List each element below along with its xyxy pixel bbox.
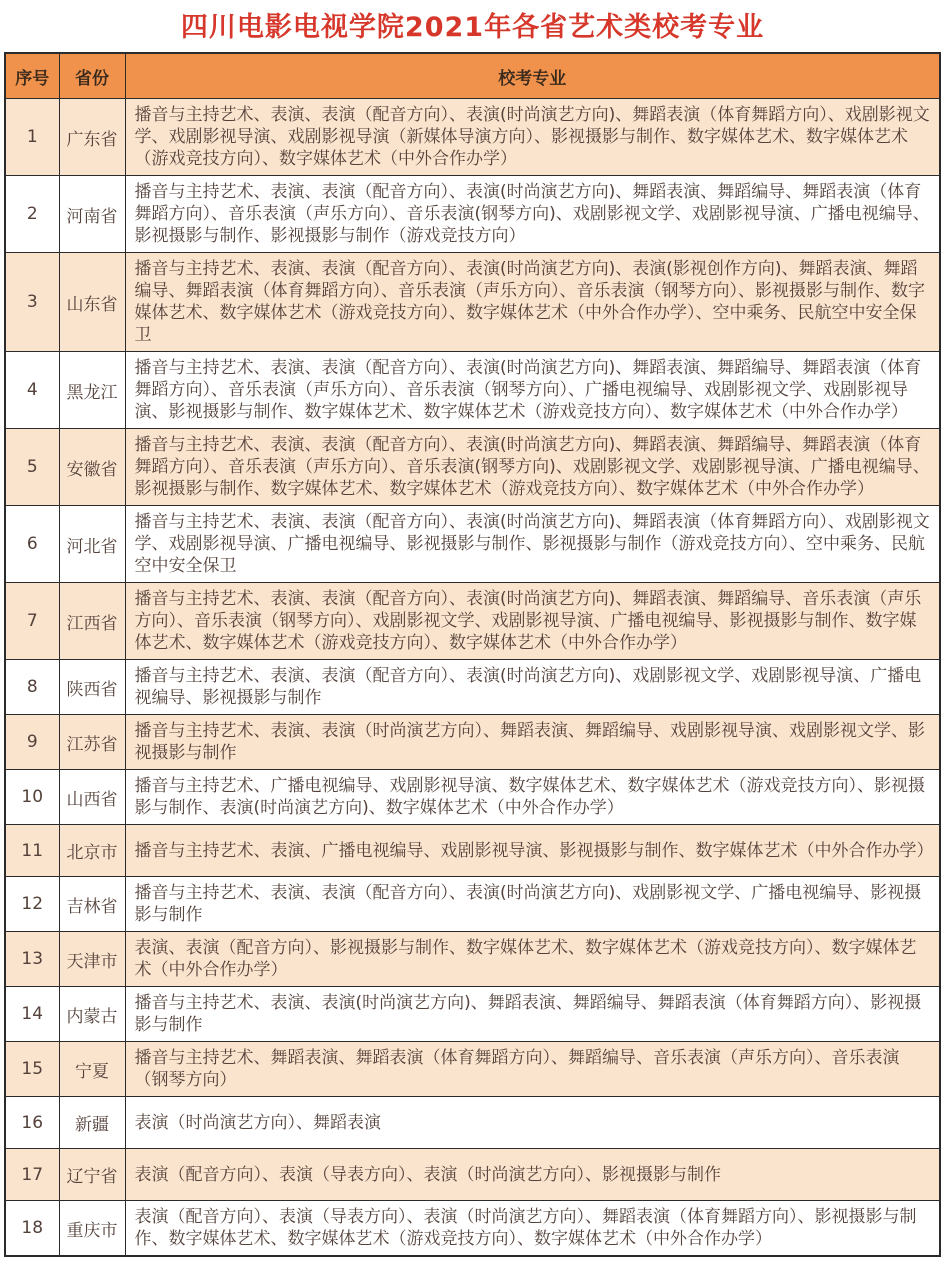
column-header-majors: 校考专业	[125, 53, 940, 99]
majors-cell: 播音与主持艺术、表演、表演（配音方向）、表演(时尚演艺方向)、舞蹈表演（体育舞蹈方向）、戏剧影视文学、戏剧影视导演、戏剧影视导演（新媒体导演方向）、影视摄影与制作、数字媒体艺术、数字媒体艺术（游戏竞技方向）、数字媒体艺术（中外合作办学）	[125, 99, 940, 176]
table-row	[5, 176, 940, 253]
province-cell: 江西省	[59, 583, 125, 660]
row-number-cell: 12	[5, 877, 59, 932]
province-cell: 重庆市	[59, 1201, 125, 1257]
majors-cell: 播音与主持艺术、表演、表演(时尚演艺方向)、舞蹈表演、舞蹈编导、舞蹈表演（体育舞蹈方向）、影视摄影与制作	[125, 987, 940, 1042]
row-number-cell: 11	[5, 825, 59, 877]
majors-cell: 播音与主持艺术、表演、表演（配音方向）、表演(时尚演艺方向)、戏剧影视文学、广播电视编导、影视摄影与制作	[125, 877, 940, 932]
row-number-cell: 16	[5, 1097, 59, 1149]
majors-cell: 表演（配音方向）、表演（导表方向）、表演（时尚演艺方向）、影视摄影与制作	[125, 1149, 940, 1201]
majors-cell: 播音与主持艺术、广播电视编导、戏剧影视导演、数字媒体艺术、数字媒体艺术（游戏竞技方向）、影视摄影与制作、表演(时尚演艺方向)、数字媒体艺术（中外合作办学）	[125, 770, 940, 825]
row-number-cell: 3	[5, 253, 59, 352]
table-row	[5, 660, 940, 715]
majors-cell: 播音与主持艺术、表演、表演（配音方向）、表演(时尚演艺方向)、舞蹈表演、舞蹈编导、舞蹈表演（体育舞蹈方向）、音乐表演（声乐方向）、音乐表演(钢琴方向)、戏剧影视文学、戏剧影视导演、广播电视编导、影视摄影与制作、影视摄影与制作（游戏竞技方向）	[125, 176, 940, 253]
majors-cell: 表演（配音方向）、表演（导表方向）、表演（时尚演艺方向）、舞蹈表演（体育舞蹈方向）、影视摄影与制作、数字媒体艺术、数字媒体艺术（游戏竞技方向）、数字媒体艺术（中外合作办学）	[125, 1201, 940, 1257]
header-row	[5, 53, 940, 99]
majors-cell: 播音与主持艺术、舞蹈表演、舞蹈表演（体育舞蹈方向）、舞蹈编导、音乐表演（声乐方向）、音乐表演（钢琴方向）	[125, 1042, 940, 1097]
table-row	[5, 715, 940, 770]
table-row	[5, 877, 940, 932]
province-cell: 吉林省	[59, 877, 125, 932]
table-row	[5, 1149, 940, 1201]
province-cell: 山东省	[59, 253, 125, 352]
table-row	[5, 987, 940, 1042]
province-cell: 天津市	[59, 932, 125, 987]
row-number-cell: 8	[5, 660, 59, 715]
majors-cell: 播音与主持艺术、表演、广播电视编导、戏剧影视导演、影视摄影与制作、数字媒体艺术（中外合作办学）	[125, 825, 940, 877]
column-header-no: 序号	[5, 53, 59, 99]
province-cell: 山西省	[59, 770, 125, 825]
table-row	[5, 770, 940, 825]
row-number-cell: 10	[5, 770, 59, 825]
majors-cell: 播音与主持艺术、表演、表演（配音方向）、表演(时尚演艺方向)、舞蹈表演、舞蹈编导、舞蹈表演（体育舞蹈方向）、音乐表演（声乐方向）、音乐表演(钢琴方向)、戏剧影视文学、戏剧影视导演、广播电视编导、影视摄影与制作、数字媒体艺术、数字媒体艺术（游戏竞技方向）、数字媒体艺术（中外合作办学）	[125, 429, 940, 506]
table-row	[5, 99, 940, 176]
province-cell: 河北省	[59, 506, 125, 583]
majors-cell: 播音与主持艺术、表演、表演（配音方向）、表演(时尚演艺方向)、戏剧影视文学、戏剧影视导演、广播电视编导、影视摄影与制作	[125, 660, 940, 715]
table-row	[5, 583, 940, 660]
province-cell: 黑龙江	[59, 352, 125, 429]
table-row	[5, 506, 940, 583]
row-number-cell: 18	[5, 1201, 59, 1257]
province-cell: 宁夏	[59, 1042, 125, 1097]
row-number-cell: 7	[5, 583, 59, 660]
table-body	[5, 99, 940, 1257]
province-cell: 广东省	[59, 99, 125, 176]
majors-cell: 播音与主持艺术、表演、表演（配音方向）、表演(时尚演艺方向)、表演(影视创作方向)、舞蹈表演、舞蹈编导、舞蹈表演（体育舞蹈方向）、音乐表演（声乐方向）、音乐表演（钢琴方向）、影视摄影与制作、数字媒体艺术、数字媒体艺术（游戏竞技方向）、数字媒体艺术（中外合作办学）、空中乘务、民航空中安全保卫	[125, 253, 940, 352]
row-number-cell: 13	[5, 932, 59, 987]
row-number-cell: 4	[5, 352, 59, 429]
table-row	[5, 1097, 940, 1149]
exam-majors-table	[4, 52, 941, 1257]
table-row	[5, 825, 940, 877]
province-cell: 陕西省	[59, 660, 125, 715]
row-number-cell: 9	[5, 715, 59, 770]
majors-cell: 播音与主持艺术、表演、表演（时尚演艺方向）、舞蹈表演、舞蹈编导、戏剧影视导演、戏剧影视文学、影视摄影与制作	[125, 715, 940, 770]
table-row	[5, 932, 940, 987]
table-row	[5, 1201, 940, 1257]
table-row	[5, 253, 940, 352]
row-number-cell: 14	[5, 987, 59, 1042]
row-number-cell: 6	[5, 506, 59, 583]
majors-cell: 播音与主持艺术、表演、表演（配音方向）、表演(时尚演艺方向)、舞蹈表演（体育舞蹈方向）、戏剧影视文学、戏剧影视导演、广播电视编导、影视摄影与制作、影视摄影与制作（游戏竞技方向）、空中乘务、民航空中安全保卫	[125, 506, 940, 583]
row-number-cell: 15	[5, 1042, 59, 1097]
column-header-province: 省份	[59, 53, 125, 99]
province-cell: 安徽省	[59, 429, 125, 506]
table-row	[5, 429, 940, 506]
province-cell: 北京市	[59, 825, 125, 877]
province-cell: 河南省	[59, 176, 125, 253]
row-number-cell: 17	[5, 1149, 59, 1201]
table-row	[5, 1042, 940, 1097]
table-row	[5, 352, 940, 429]
province-cell: 内蒙古	[59, 987, 125, 1042]
row-number-cell: 2	[5, 176, 59, 253]
majors-cell: 播音与主持艺术、表演、表演（配音方向）、表演(时尚演艺方向)、舞蹈表演、舞蹈编导、舞蹈表演（体育舞蹈方向）、音乐表演（声乐方向）、音乐表演（钢琴方向）、广播电视编导、戏剧影视文学、戏剧影视导演、影视摄影与制作、数字媒体艺术、数字媒体艺术（游戏竞技方向）、数字媒体艺术（中外合作办学）	[125, 352, 940, 429]
majors-cell: 表演、表演（配音方向）、影视摄影与制作、数字媒体艺术、数字媒体艺术（游戏竞技方向）、数字媒体艺术（中外合作办学）	[125, 932, 940, 987]
majors-cell: 表演（时尚演艺方向）、舞蹈表演	[125, 1097, 940, 1149]
row-number-cell: 1	[5, 99, 59, 176]
province-cell: 江苏省	[59, 715, 125, 770]
province-cell: 辽宁省	[59, 1149, 125, 1201]
page-title: 四川电影电视学院2021年各省艺术类校考专业	[180, 12, 765, 43]
table-header	[5, 53, 940, 99]
row-number-cell: 5	[5, 429, 59, 506]
majors-cell: 播音与主持艺术、表演、表演（配音方向）、表演(时尚演艺方向)、舞蹈表演、舞蹈编导、音乐表演（声乐方向）、音乐表演（钢琴方向）、戏剧影视文学、戏剧影视导演、广播电视编导、影视摄影与制作、数字媒体艺术、数字媒体艺术（游戏竞技方向）、数字媒体艺术（中外合作办学）	[125, 583, 940, 660]
province-cell: 新疆	[59, 1097, 125, 1149]
